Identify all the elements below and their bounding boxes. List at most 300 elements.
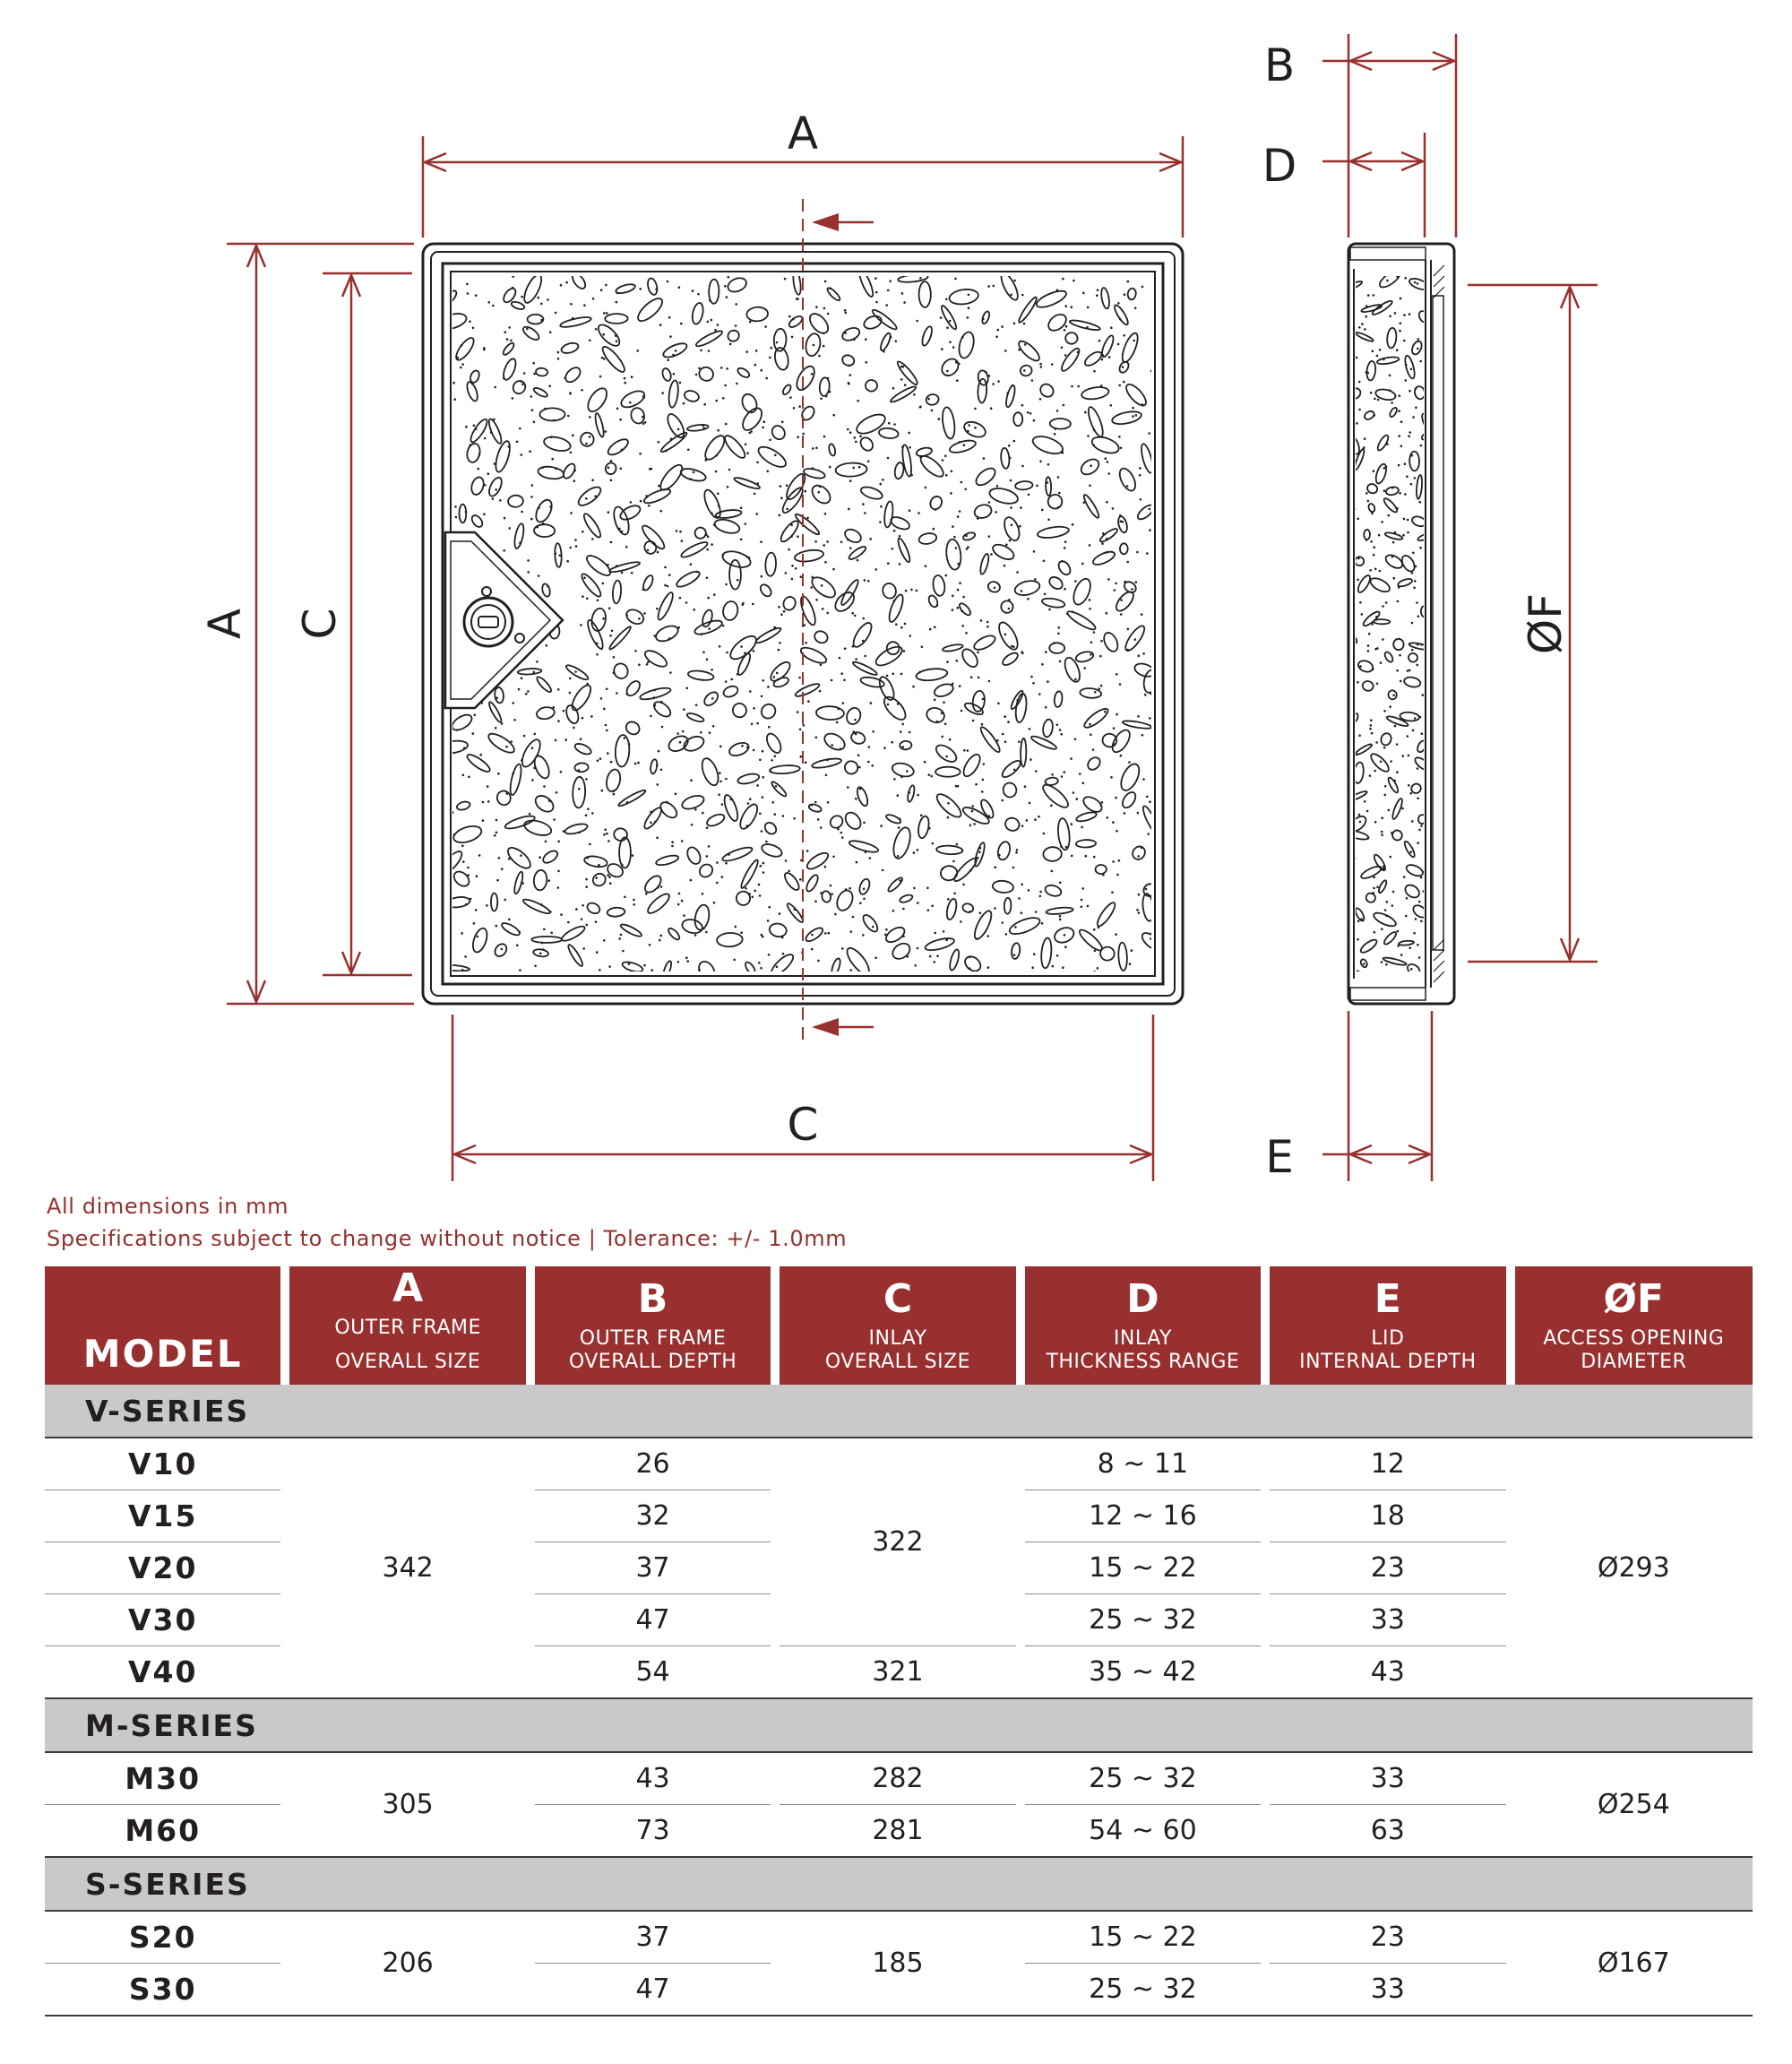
speckle [871,764,874,767]
speckle [604,829,607,832]
speckle [465,426,468,428]
speckle [586,683,589,686]
speckle [510,340,513,342]
front-view-lid [423,199,1183,1047]
speckle [589,436,591,438]
speckle [970,676,973,678]
speckle [1012,645,1015,648]
speckle [656,608,659,610]
speckle [531,779,534,782]
pebble [1049,643,1064,653]
speckle [533,671,536,674]
pebble [452,868,472,889]
pebble [504,814,536,831]
speckle [959,441,961,444]
b-cell: 32 [535,1490,771,1542]
speckle [1098,927,1100,929]
c-cell: 185 [780,1912,1015,2017]
speckle [589,843,591,846]
speckle [1131,588,1133,591]
speckle [603,312,606,315]
table-row [45,1438,1753,1490]
pebble [1059,346,1082,373]
front-dimensions [227,136,1183,1181]
speckle [1421,732,1424,735]
speckle [519,427,521,430]
speckle [858,766,861,769]
speckle [969,956,971,959]
speckle [988,375,991,377]
speckle [1400,298,1402,300]
pebble [1021,738,1027,767]
speckle [740,645,743,648]
speckle [504,331,507,333]
speckle [557,886,560,889]
pebble [834,888,856,913]
speckle [1016,571,1019,574]
pebble [961,902,974,913]
b-cell: 47 [535,1964,771,2017]
speckle [832,568,835,571]
pebble [1056,817,1071,850]
f-cell: Ø293 [1515,1438,1753,1699]
pebble [715,509,742,520]
speckle [1117,343,1120,346]
speckle [654,704,657,707]
speckle [1146,552,1149,555]
speckle [1041,922,1044,925]
pebble [886,876,904,893]
speckle [555,552,557,555]
speckle [890,336,892,339]
speckle [647,549,650,552]
speckle [643,964,646,967]
speckle [1418,829,1421,832]
speckle [679,741,682,744]
speckle [1369,728,1372,730]
speckle [1413,587,1416,590]
speckle [1383,868,1385,870]
pebble [583,855,607,868]
speckle [851,612,854,615]
speckle [591,812,594,815]
speckle [490,431,493,434]
speckle [1023,323,1026,325]
speckle [902,935,905,937]
speckle [980,619,983,622]
speckle [834,913,837,916]
speckle [784,278,787,281]
pebble [687,424,709,432]
pebble [1046,906,1073,915]
speckle [582,595,584,598]
speckle [578,769,581,772]
pebble [798,595,818,627]
speckle [694,808,697,811]
speckle [1117,302,1120,305]
pebble [656,591,676,621]
speckle [1093,856,1096,859]
speckle [487,800,490,803]
speckle [983,763,986,765]
speckle [767,920,770,922]
speckle [1123,381,1125,384]
pebble [532,386,548,399]
speckle [725,423,728,426]
speckle [702,812,704,815]
speckle [796,298,798,300]
speckle [642,395,645,398]
speckle [682,730,685,733]
pebble [1001,651,1020,668]
speckle [505,746,508,748]
pebble [809,482,834,506]
pebble [1047,574,1064,592]
speckle [1373,470,1375,472]
speckle [473,922,476,925]
d-cell: 25 ~ 32 [1025,1964,1261,2017]
speckle [746,452,749,454]
speckle [961,625,964,627]
speckle [1047,680,1049,683]
speckle [744,652,746,654]
speckle [767,471,770,473]
speckle [905,590,908,592]
pebble [645,891,672,916]
speckle [512,702,514,704]
speckle [661,392,664,394]
speckle [1396,669,1399,672]
speckle [705,931,708,934]
speckle [1149,529,1151,531]
pebble [759,702,779,721]
pebble [772,676,789,688]
speckle [1016,849,1019,851]
speckle [578,831,581,833]
pebble [1095,901,1118,928]
speckle [639,288,642,290]
dim-label-e: E [1265,1131,1294,1183]
speckle [1381,928,1383,930]
speckle [947,802,950,805]
pebble [1082,706,1111,730]
b-cell: 73 [535,1805,771,1858]
pebble [697,862,715,880]
speckle [805,761,807,764]
speckle [494,386,496,389]
pebble [702,433,728,462]
speckle [1133,340,1135,342]
speckle [892,910,895,912]
speckle [1150,370,1153,373]
speckle [1359,821,1362,824]
speckle [741,745,744,747]
pebble [828,814,845,831]
speckle [632,854,634,857]
pebble [916,667,948,682]
pebble [891,825,914,860]
speckle [1039,398,1042,401]
speckle [1376,355,1379,358]
speckle [609,882,612,885]
speckle [495,727,497,730]
pebble [584,385,610,415]
spec-notes [47,1190,847,1255]
speckle [721,803,724,806]
pebble [822,730,848,753]
speckle [830,885,832,887]
speckle [981,790,984,793]
pebble [941,406,956,439]
speckle [531,409,534,411]
pebble [948,948,961,971]
speckle [462,860,465,863]
speckle [1150,932,1153,935]
speckle [1418,956,1421,959]
speckle [909,791,911,794]
speckle [553,706,556,709]
speckle [1106,501,1108,504]
speckle [811,576,814,579]
speckle [852,467,855,470]
speckle [713,902,716,904]
pebble [991,541,1017,562]
speckle [1419,360,1422,363]
speckle [831,893,833,895]
speckle [1384,909,1387,911]
speckle [1383,467,1386,470]
speckle [1021,590,1023,592]
speckle [906,770,909,773]
speckle [844,647,847,650]
speckle [693,609,695,611]
speckle [1409,390,1411,393]
speckle [496,879,499,882]
speckle [530,518,533,521]
speckle [1150,937,1152,940]
header-col-a: A OUTER FRAME OVERALL SIZE [289,1266,525,1385]
speckle [874,277,877,280]
speckle [1142,778,1145,781]
speckle [547,585,549,588]
speckle [893,423,896,426]
speckle [610,460,613,462]
speckle [977,652,979,654]
speckle [1093,631,1096,634]
speckle [603,833,606,836]
speckle [927,909,930,911]
speckle [1093,928,1096,931]
speckle [1416,601,1418,604]
speckle [858,466,861,469]
speckle [572,317,574,320]
speckle [762,679,764,682]
a-cell: 305 [289,1753,525,1858]
speckle [990,407,993,410]
speckle [1398,464,1400,467]
speckle [582,904,584,907]
a-cell: 342 [289,1438,525,1699]
speckle [1107,816,1109,819]
tolerance-note: Specifications subject to change without notice | Tolerance: +/- 1.0mm [47,1226,848,1251]
speckle [1141,613,1143,616]
pebble [988,486,1020,506]
speckle [1120,599,1123,601]
speckle [917,947,919,950]
speckle [936,955,939,958]
speckle [1124,581,1126,583]
pebble [539,408,564,420]
speckle [879,483,882,486]
speckle [685,601,688,604]
speckle [855,798,857,800]
pebble [1117,761,1142,793]
pebble [981,310,991,324]
speckle [759,813,762,816]
speckle [1072,523,1074,526]
speckle [786,485,788,488]
speckle [1415,407,1417,410]
speckle [849,431,852,434]
pebble [590,871,607,888]
speckle [761,575,763,578]
speckle [1120,613,1123,616]
speckle [714,329,717,332]
speckle [700,350,702,352]
speckle [564,377,566,380]
pebble [624,720,642,738]
speckle [997,703,1000,705]
speckle [650,822,652,825]
speckle [1012,867,1015,869]
speckle [701,633,703,635]
speckle [1366,305,1368,307]
pebble [511,378,528,395]
speckle [872,926,874,928]
speckle [1386,280,1389,282]
speckle [1021,911,1023,914]
speckle [1418,501,1421,504]
speckle [1357,681,1359,684]
speckle [793,817,796,820]
pebble [456,800,471,811]
speckle [1112,507,1115,510]
pebble [739,405,765,434]
speckle [1059,915,1062,918]
pebble [655,854,679,868]
speckle [690,563,693,566]
speckle [783,610,786,613]
speckle [607,564,609,566]
speckle [1013,440,1016,443]
speckle [1113,727,1116,730]
model-cell: V30 [45,1594,280,1646]
speckle [1104,711,1107,713]
speckle [454,505,457,508]
pebble [1123,624,1148,653]
speckle [1136,551,1139,554]
speckle [1011,645,1013,648]
pebble [996,841,1012,861]
speckle [538,297,540,299]
speckle [698,367,701,370]
pebble [605,768,622,792]
speckle [1396,349,1399,351]
speckle [461,363,464,366]
pebble [794,682,821,699]
speckle [844,309,847,312]
speckle [487,472,490,475]
speckle [1374,648,1377,651]
speckle [560,284,563,287]
speckle [595,328,598,331]
speckle [1149,717,1151,720]
speckle [1420,877,1423,879]
speckle [1370,392,1373,394]
speckle [1043,560,1046,563]
speckle [687,449,690,452]
pebble [487,476,504,498]
speckle [717,324,719,326]
speckle [762,936,764,938]
speckle [1116,874,1119,877]
speckle [722,625,725,627]
speckle [1145,888,1148,891]
speckle [698,969,701,972]
speckle [827,801,830,804]
pebble [816,706,844,721]
pebble [962,419,988,440]
speckle [644,421,647,424]
pebble [1120,790,1138,809]
speckle [463,747,466,750]
speckle [1372,668,1374,670]
speckle [1402,534,1405,537]
pebble [948,288,979,306]
speckle [960,920,962,923]
speckle [599,969,601,972]
speckle [928,827,931,830]
speckle [1360,918,1363,920]
pebble [962,954,984,974]
speckle [1356,753,1358,756]
speckle [1134,307,1137,310]
speckle [1008,445,1011,447]
pebble [500,921,521,937]
pebble [502,341,516,357]
model-cell: M60 [45,1805,280,1858]
speckle [1081,563,1084,566]
speckle [1376,683,1379,686]
speckle [1030,412,1032,415]
pebble [493,942,509,959]
speckle [1370,719,1373,721]
pebble [1122,720,1152,730]
speckle [838,708,840,711]
pebble [617,789,647,808]
speckle [903,301,906,304]
speckle [1106,612,1108,615]
speckle [826,759,829,762]
speckle [786,508,788,511]
speckle [703,403,706,406]
speckle [611,630,614,633]
speckle [582,531,584,533]
speckle [669,335,672,338]
speckle [661,726,664,729]
pebble [559,315,591,329]
speckle [944,722,947,725]
